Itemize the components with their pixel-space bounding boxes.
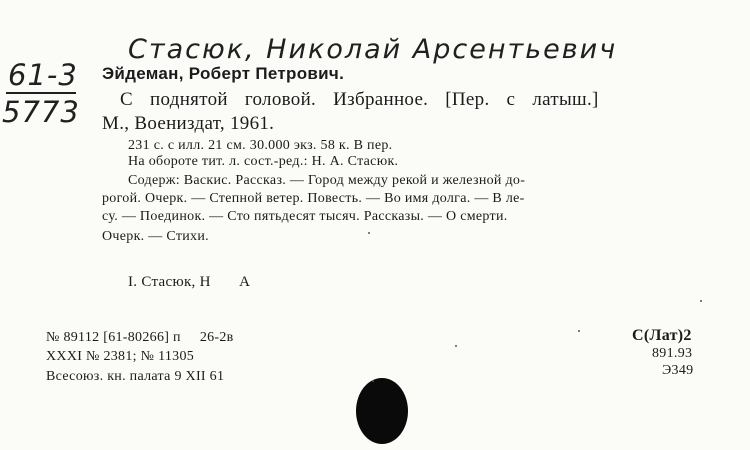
title-line: С поднятой головой. Избранное. [Пер. с латыш.]: [120, 89, 599, 110]
classification-code: С(Лат)2: [632, 327, 692, 344]
author-mark: Э349: [662, 363, 694, 378]
author-heading: Эйдеман, Роберт Петрович.: [102, 64, 345, 83]
handwritten-author-name: Стасюк, Николай Арсентьевич: [128, 34, 618, 65]
tracing-entry: I. Стасюк, Н А: [128, 274, 251, 290]
call-number-divider: [6, 92, 76, 94]
imprint-line: М., Воениздат, 1961.: [102, 113, 275, 134]
handwritten-call-number-bottom: 5773: [2, 95, 80, 129]
speck: [372, 380, 374, 382]
classification-number: 891.93: [652, 346, 693, 361]
speck: [455, 345, 457, 347]
contents-line-2: рогой. Очерк. — Степной ветер. Повесть. — Во имя долга. — В ле-: [102, 191, 525, 206]
speck: [368, 232, 370, 234]
contents-line-1: Содерж: Васкис. Рассказ. — Город между рекой и железной до-: [128, 173, 526, 188]
footer-order-number: № 89112 [61-80266] п 26-2в: [46, 330, 234, 345]
contents-line-3: су. — Поединок. — Сто пятьдесят тысяч. Рассказы. — О смерти.: [102, 209, 508, 224]
footer-register: XXXI № 2381; № 11305: [46, 349, 195, 364]
speck: [700, 300, 702, 302]
contents-line-4: Очерк. — Стихи.: [102, 229, 209, 244]
card-punch-hole: [356, 378, 408, 444]
speck: [578, 330, 580, 332]
handwritten-call-number-top: 61-3: [8, 58, 78, 92]
compiler-note: На обороте тит. л. сост.-ред.: Н. А. Стасюк.: [128, 154, 399, 169]
collation-line: 231 с. с илл. 21 см. 30.000 экз. 58 к. В пер.: [128, 138, 393, 153]
footer-chamber: Всесоюз. кн. палата 9 XII 61: [46, 369, 225, 384]
